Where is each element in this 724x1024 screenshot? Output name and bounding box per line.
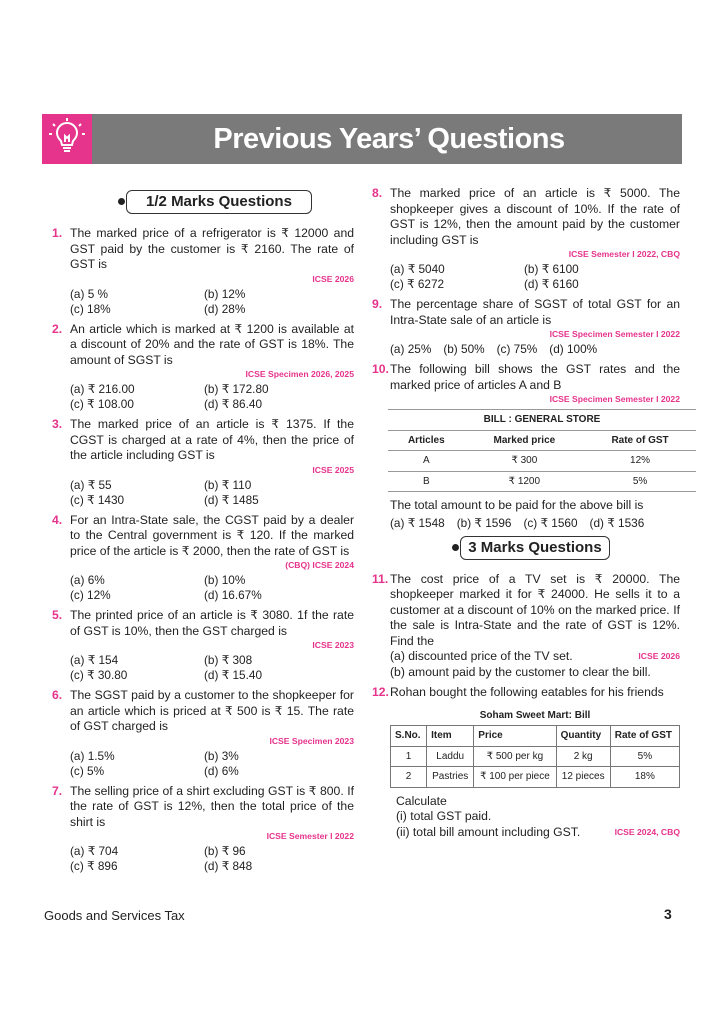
question-4 <box>52 513 354 604</box>
question-8 <box>372 186 680 292</box>
table-cell: ₹ 100 per piece <box>474 767 556 788</box>
table-row <box>391 746 680 767</box>
question-number: 1. <box>52 226 63 240</box>
source-tag: ICSE Semester I 2022, CBQ <box>568 249 680 259</box>
source-tag: ICSE Semester I 2022 <box>266 831 354 841</box>
column-header: Rate of GST <box>584 431 696 451</box>
question-5 <box>52 608 354 683</box>
general-store-bill-table <box>388 409 696 492</box>
table-cell: 12% <box>584 451 696 472</box>
question-number: 9. <box>372 297 383 311</box>
question-text: An article which is marked at ₹ 1200 is available at a discount of 20% and the rate of GST is 18%. The amount of SGST is <box>70 321 354 367</box>
bullet-icon <box>118 198 125 205</box>
section-title: 3 Marks Questions <box>460 536 610 560</box>
option: (c) ₹ 896 <box>70 859 118 873</box>
question-number: 6. <box>52 688 63 702</box>
table-cell: A <box>388 451 465 472</box>
question-6 <box>52 688 354 779</box>
column-header: Rate of GST <box>610 726 679 747</box>
option: (d) ₹ 848 <box>204 859 253 873</box>
table-row <box>388 451 696 472</box>
option: (c) ₹ 30.80 <box>70 668 128 682</box>
column-header: Item <box>427 726 474 747</box>
question-text: The percentage share of SGST of total GST for an Intra-State sale of an article is <box>390 297 680 327</box>
option: (d) ₹ 86.40 <box>204 397 262 411</box>
source-tag: ICSE 2025 <box>312 464 354 475</box>
option: (d) ₹ 15.40 <box>204 668 262 682</box>
table-caption: Soham Sweet Mart: Bill <box>479 709 591 721</box>
option: (b) ₹ 96 <box>204 844 246 858</box>
part-text: (a) discounted price of the TV set. <box>390 649 573 663</box>
question-text: The marked price of an article is ₹ 1375. If the CGST is charged at a rate of 4%, then the price of the article including GST is <box>70 417 354 462</box>
question-10 <box>372 362 680 531</box>
option: (d) 16.67% <box>204 588 262 602</box>
question-number: 8. <box>372 186 383 200</box>
options <box>390 516 680 531</box>
question-11 <box>372 572 680 681</box>
table-row <box>391 767 680 788</box>
option: (d) ₹ 1485 <box>204 492 259 507</box>
table-cell: 5% <box>584 471 696 492</box>
question-text: The SGST paid by a customer to the shopkeeper for an article which is priced at ₹ 500 is ₹ 15. The rate of GST charged is <box>70 688 354 733</box>
question-text: The marked price of a refrigerator is ₹ 12000 and GST paid by the customer is ₹ 2160. The rate of GST is <box>70 226 354 271</box>
page-title: Previous Years’ Questions <box>213 123 565 155</box>
option: (c) ₹ 6272 <box>390 277 445 291</box>
option: (d) 28% <box>204 301 246 316</box>
source-tag: ICSE 2023 <box>312 640 354 650</box>
question-part <box>396 825 680 841</box>
table-header-row <box>391 726 680 747</box>
table-caption: BILL : GENERAL STORE <box>388 409 696 431</box>
option: (c) 12% <box>70 588 111 602</box>
right-column <box>372 186 680 840</box>
options <box>70 844 354 874</box>
question-number: 12. <box>372 685 389 699</box>
options <box>390 262 680 292</box>
options <box>390 342 680 357</box>
options <box>70 478 354 508</box>
option: (a) ₹ 216.00 <box>70 382 135 396</box>
option: (b) 10% <box>204 573 246 587</box>
page-number: 3 <box>664 906 672 922</box>
options <box>70 382 354 412</box>
option: (a) ₹ 154 <box>70 653 119 667</box>
question-number: 5. <box>52 608 63 622</box>
question-text: The following bill shows the GST rates and the marked price of articles A and B <box>390 362 680 392</box>
options <box>70 653 354 683</box>
question-text: The printed price of an article is ₹ 3080. 1f the rate of GST is 10%, then the GST charged is <box>70 608 354 638</box>
bullet-icon <box>452 544 459 551</box>
option: (b) ₹ 172.80 <box>204 382 269 396</box>
option: (b) 50% <box>443 342 485 356</box>
option: (d) ₹ 6160 <box>524 277 579 291</box>
source-tag: ICSE 2026 <box>312 273 354 284</box>
question-3 <box>52 417 354 508</box>
table-cell: 18% <box>610 767 679 788</box>
source-tag: ICSE Specimen 2026, 2025 <box>245 369 354 379</box>
table-cell: B <box>388 471 465 492</box>
question-12 <box>372 685 680 701</box>
section-title: 1/2 Marks Questions <box>126 190 312 214</box>
option: (b) ₹ 1596 <box>456 515 512 530</box>
option: (b) ₹ 308 <box>204 653 253 667</box>
column-header: Articles <box>388 431 465 451</box>
option: (a) 1.5% <box>70 748 115 763</box>
question-number: 3. <box>52 417 63 431</box>
table-cell: ₹ 1200 <box>465 471 585 492</box>
option: (b) ₹ 6100 <box>524 262 579 276</box>
question-text: For an Intra-State sale, the CGST paid by a dealer to the Central government is ₹ 120. If the marked price of the article is ₹ 2000, then the rate of GST is <box>70 512 354 558</box>
question-part: (b) amount paid by the customer to clear the bill. <box>390 664 651 679</box>
question-number: 7. <box>52 783 63 798</box>
question-number: 2. <box>52 321 63 336</box>
table-cell: ₹ 500 per kg <box>474 746 556 767</box>
option: (a) 5 % <box>70 286 109 301</box>
calculate-label: Calculate <box>396 793 447 808</box>
section-heading-half-marks <box>52 190 354 216</box>
option: (a) ₹ 55 <box>70 477 112 492</box>
option: (a) 25% <box>390 342 432 356</box>
option: (b) ₹ 110 <box>204 477 252 492</box>
source-tag: ICSE 2026 <box>638 651 680 661</box>
table-cell: Laddu <box>427 746 474 767</box>
question-1 <box>52 226 354 317</box>
question-number: 10. <box>372 362 389 376</box>
table-cell: ₹ 300 <box>465 451 585 472</box>
question-text: Rohan bought the following eatables for his friends <box>390 685 664 699</box>
options <box>70 287 354 317</box>
column-header: Marked price <box>465 431 585 451</box>
option: (a) 6% <box>70 573 105 587</box>
option: (d) ₹ 1536 <box>589 515 645 530</box>
calculate-block <box>372 794 680 841</box>
option: (c) ₹ 1430 <box>70 492 125 507</box>
question-text: The marked price of an article is ₹ 5000. The shopkeeper gives a discount of 10%. If the rate of GST is 12%, then the amount paid by the customer including GST is <box>390 186 680 247</box>
column-header: S.No. <box>391 726 427 747</box>
source-tag: ICSE Specimen Semester I 2022 <box>549 394 680 404</box>
option: (d) 100% <box>549 342 598 356</box>
options <box>70 573 354 603</box>
table-cell: Pastries <box>427 767 474 788</box>
question-7 <box>52 784 354 875</box>
section-heading-three-marks <box>372 536 680 562</box>
source-tag: ICSE Specimen Semester I 2022 <box>549 329 680 339</box>
table-row <box>388 471 696 492</box>
option: (c) 75% <box>496 342 538 356</box>
source-tag: (CBQ) ICSE 2024 <box>285 560 354 570</box>
option: (b) 12% <box>204 286 246 301</box>
option: (a) ₹ 704 <box>70 844 119 858</box>
left-column <box>52 190 354 879</box>
options <box>70 749 354 779</box>
source-tag: ICSE Specimen 2023 <box>269 735 354 746</box>
option: (a) ₹ 1548 <box>390 515 445 530</box>
table-cell: 5% <box>610 746 679 767</box>
table-header-row <box>388 431 696 451</box>
lightbulb-icon <box>42 114 92 164</box>
option: (c) 5% <box>70 763 105 778</box>
question-9 <box>372 297 680 357</box>
table-cell: 1 <box>391 746 427 767</box>
question-part: (i) total GST paid. <box>396 809 492 823</box>
option: (a) ₹ 5040 <box>390 262 445 276</box>
option: (c) ₹ 1560 <box>523 515 578 530</box>
chapter-footer: Goods and Services Tax <box>44 908 185 923</box>
question-2 <box>52 322 354 413</box>
table-cell: 12 pieces <box>556 767 610 788</box>
column-header: Price <box>474 726 556 747</box>
column-header: Quantity <box>556 726 610 747</box>
table-cell: 2 kg <box>556 746 610 767</box>
part-text: (ii) total bill amount including GST. <box>396 824 581 839</box>
question-number: 11. <box>372 571 389 586</box>
option: (b) 3% <box>204 748 239 763</box>
source-tag: ICSE 2024, CBQ <box>614 826 680 837</box>
option: (c) 18% <box>70 301 111 316</box>
sweet-mart-bill-table <box>390 706 680 788</box>
question-text: The cost price of a TV set is ₹ 20000. The shopkeeper marked it for ₹ 24000. He sells it to a customer at a discount of 10% on the marked price. If the sale is Intra-State and the rate of GST is 12%. Find the <box>390 571 680 648</box>
option: (d) 6% <box>204 763 239 778</box>
question-followup: The total amount to be paid for the above bill is <box>390 498 644 512</box>
table-cell: 2 <box>391 767 427 788</box>
question-part <box>390 649 680 665</box>
question-number: 4. <box>52 512 63 527</box>
question-text: The selling price of a shirt excluding GST is ₹ 800. If the rate of GST is 12%, then the total price of the shirt is <box>70 783 354 829</box>
option: (c) ₹ 108.00 <box>70 397 134 411</box>
